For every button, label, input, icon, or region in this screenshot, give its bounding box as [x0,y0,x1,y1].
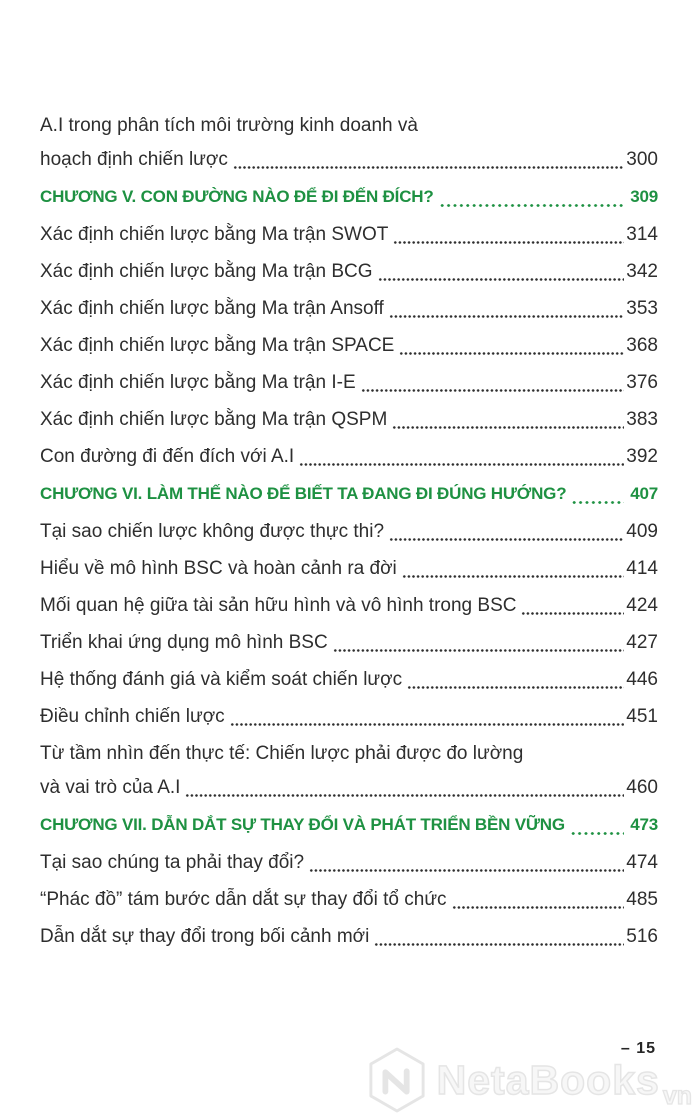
entry-title-text: Xác định chiến lược bằng Ma trận QSPM [40,409,388,430]
toc-row-lines [40,222,658,248]
entry-page-number: 368 [626,335,658,356]
entry-page-number: 392 [626,446,658,467]
dot-leader [299,463,624,466]
dot-leader [402,575,625,578]
toc-row-lines [40,630,658,656]
entry-title-text: Điều chỉnh chiến lược [40,706,225,727]
entry-title-text: Dẫn dắt sự thay đổi trong bối cảnh mới [40,926,370,947]
toc-line [40,407,658,433]
toc-row-lines [40,296,658,322]
entry-title-text: Xác định chiến lược bằng Ma trận I-E [40,372,356,393]
dot-leader [233,166,624,169]
toc-row-lines [40,519,658,545]
entry-title-text: “Phác đồ” tám bước dẫn dắt sự thay đổi tổ chức [40,889,447,910]
dot-leader [333,649,625,652]
dot-leader [452,906,625,909]
entry-page-number: 407 [630,484,658,503]
entry-page-number: 516 [626,926,658,947]
entry-title-text: Tại sao chúng ta phải thay đổi? [40,852,305,873]
watermark-brand-text: NetaBooks [436,1056,660,1103]
chapter-title-text: CHƯƠNG V. CON ĐƯỜNG NÀO ĐỂ ĐI ĐẾN ĐÍCH? [40,187,434,206]
entry-title-text: Từ tầm nhìn đến thực tế: Chiến lược phải được đo lường [40,743,524,764]
toc-entry-row [40,741,658,801]
dot-leader [389,315,624,318]
entry-page-number: 383 [626,409,658,430]
toc-line [40,556,658,582]
toc-entry-row [40,887,658,913]
toc-line [40,850,658,876]
toc-row-lines [40,481,658,507]
toc-line [40,667,658,693]
toc-row-lines [40,184,658,210]
entry-title-text: Xác định chiến lược bằng Ma trận SWOT [40,224,389,245]
toc-row-lines [40,556,658,582]
toc-entry-row [40,593,658,619]
toc-row-lines [40,924,658,950]
toc-entry-row [40,444,658,470]
toc-row-lines [40,333,658,359]
toc-row-lines [40,444,658,470]
entry-title-text: hoạch định chiến lược [40,149,228,170]
entry-title-text: Xác định chiến lược bằng Ma trận SPACE [40,335,395,356]
toc-entry-row [40,259,658,285]
entry-title-text: A.I trong phân tích môi trường kinh doanh và [40,115,418,136]
toc-line [40,113,658,139]
hexagon-n-icon [367,1046,427,1114]
dot-leader [185,794,624,797]
folio-page-number: – 15 [620,1040,656,1057]
toc-row-lines [40,850,658,876]
dot-leader [393,241,624,244]
toc-line [40,481,658,507]
entry-page-number: 460 [626,777,658,798]
toc-line [40,741,658,767]
entry-page-number: 409 [626,521,658,542]
entry-title-text: Xác định chiến lược bằng Ma trận BCG [40,261,373,282]
entry-page-number: 353 [626,298,658,319]
toc-entry-row [40,519,658,545]
toc-entry-row [40,222,658,248]
toc-entry-row [40,850,658,876]
entry-page-number: 424 [626,595,658,616]
dot-leader [407,686,624,689]
dot-leader [392,426,624,429]
dot-leader [230,723,625,726]
dot-leader [374,943,624,946]
toc-line [40,593,658,619]
toc-line [40,333,658,359]
toc-chapter-row [40,184,658,210]
toc-line [40,184,658,210]
toc-row-lines [40,887,658,913]
entry-page-number: 451 [626,706,658,727]
toc-line [40,370,658,396]
entry-page-number: 376 [626,372,658,393]
entry-title-text: và vai trò của A.I [40,777,181,798]
toc-line [40,222,658,248]
dot-leader [571,501,624,504]
toc-entry-row [40,556,658,582]
toc-entry-row [40,667,658,693]
entry-page-number: 446 [626,669,658,690]
toc-line [40,296,658,322]
entry-page-number: 314 [626,224,658,245]
toc-line [40,519,658,545]
toc-row-lines [40,741,658,801]
toc-row-lines [40,812,658,838]
entry-title-text: Hệ thống đánh giá và kiểm soát chiến lược [40,669,403,690]
toc-list [40,113,658,961]
entry-page-number: 485 [626,889,658,910]
toc-entry-row [40,113,658,173]
entry-page-number: 414 [626,558,658,579]
toc-entry-row [40,407,658,433]
toc-entry-row [40,333,658,359]
dot-leader [439,204,625,207]
watermark-suffix-text: vn [662,1082,692,1110]
entry-title-text: Hiểu về mô hình BSC và hoàn cảnh ra đời [40,558,397,579]
toc-line [40,924,658,950]
dot-leader [378,278,625,281]
dot-leader [389,538,624,541]
entry-page-number: 300 [626,149,658,170]
entry-title-text: Mối quan hệ giữa tài sản hữu hình và vô hình trong BSC [40,595,517,616]
entry-title-text: Tại sao chiến lược không được thực thi? [40,521,385,542]
dot-leader [570,832,624,835]
toc-row-lines [40,407,658,433]
toc-line [40,812,658,838]
toc-line [40,630,658,656]
toc-chapter-row [40,812,658,838]
dot-leader [399,352,624,355]
dot-leader [521,612,624,615]
toc-row-lines [40,370,658,396]
entry-page-number: 309 [630,187,658,206]
toc-entry-row [40,630,658,656]
toc-line [40,887,658,913]
toc-row-lines [40,593,658,619]
entry-page-number: 474 [626,852,658,873]
toc-entry-row [40,924,658,950]
toc-line [40,444,658,470]
toc-line [40,775,658,801]
toc-entry-row [40,704,658,730]
toc-row-lines [40,704,658,730]
entry-page-number: 342 [626,261,658,282]
toc-row-lines [40,259,658,285]
toc-row-lines [40,113,658,173]
entry-title-text: Triển khai ứng dụng mô hình BSC [40,632,328,653]
entry-title-text: Con đường đi đến đích với A.I [40,446,295,467]
entry-page-number: 473 [630,815,658,834]
entry-page-number: 427 [626,632,658,653]
toc-line [40,147,658,173]
toc-entry-row [40,370,658,396]
entry-title-text: Xác định chiến lược bằng Ma trận Ansoff [40,298,384,319]
toc-row-lines [40,667,658,693]
dot-leader [361,389,625,392]
toc-line [40,259,658,285]
toc-entry-row [40,296,658,322]
chapter-title-text: CHƯƠNG VII. DẪN DẮT SỰ THAY ĐỔI VÀ PHÁT TRIỂN BỀN VỮNG [40,815,565,834]
toc-line [40,704,658,730]
toc-chapter-row [40,481,658,507]
dot-leader [309,869,624,872]
chapter-title-text: CHƯƠNG VI. LÀM THẾ NÀO ĐỂ BIẾT TA ĐANG ĐI ĐÚNG HƯỚNG? [40,484,567,503]
